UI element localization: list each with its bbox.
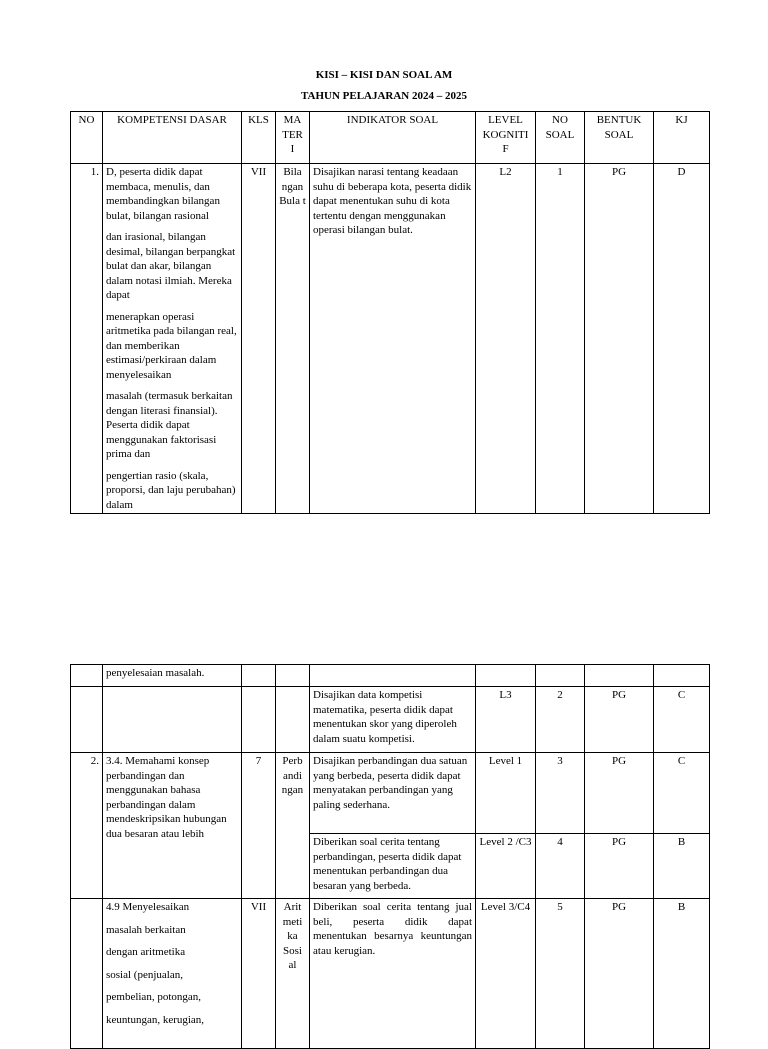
kd-line: sosial (penjualan, (106, 968, 183, 981)
bentuk-soal-cell: PG (585, 687, 654, 753)
no-soal-cell: 5 (536, 899, 585, 1049)
kd-line: 4.9 Menyelesaikan (106, 901, 190, 913)
bentuk-soal-cell: PG (585, 899, 654, 1049)
kunci-jawaban-cell: D (654, 164, 710, 514)
level-cell: L2 (476, 164, 536, 514)
level-cell: Level 1 (476, 753, 536, 834)
materi-cell: Perb andi ngan (276, 753, 310, 899)
bentuk-soal-cell: PG (585, 834, 654, 899)
kd-line: dengan aritmetika (106, 946, 186, 958)
table-header-row (71, 112, 710, 164)
kd-paragraph: dan irasional, bilangan desimal, bilangan berpangkat bulat dan akar, bilangan dalam notasi ilmiah. Mereka dapat (106, 231, 236, 301)
header-level-kognitif: LEVEL KOGNITI F (476, 112, 536, 164)
level-cell: Level 3/C4 (476, 899, 536, 1049)
no-soal-cell: 3 (536, 753, 585, 834)
header-no-soal: NO SOAL (536, 112, 585, 164)
row-number: 1. (71, 164, 103, 514)
document-subtitle: TAHUN PELAJARAN 2024 – 2025 (300, 90, 468, 102)
kd-line: masalah berkaitan (106, 923, 186, 936)
kls-cell: VII (242, 899, 276, 1049)
materi-cell: Arit meti ka Sosi al (276, 899, 310, 1049)
no-soal-cell: 4 (536, 834, 585, 899)
indikator-cell: Disajikan narasi tentang keadaan suhu di beberapa kota, peserta didik dapat menentukan suhu di kota tertentu dengan menggunakan operasi bilangan bulat. (310, 164, 476, 514)
level-cell: Level 2 /C3 (476, 834, 536, 899)
header-indikator-soal: INDIKATOR SOAL (310, 112, 476, 164)
kisi-table-page-2 (70, 664, 710, 1049)
bentuk-soal-cell: PG (585, 164, 654, 514)
header-kj: KJ (654, 112, 710, 164)
header-materi: MA TER I (276, 112, 310, 164)
kisi-table-page-1 (70, 111, 710, 514)
header-bentuk-soal: BENTUK SOAL (585, 112, 654, 164)
kd-paragraph: pengertian rasio (skala, proporsi, dan laju perubahan) dalam (106, 469, 236, 511)
kompetensi-dasar-cell (103, 164, 242, 514)
bentuk-soal-cell: PG (585, 753, 654, 834)
table-row (71, 753, 710, 834)
kd-line: keuntungan, kerugian, (106, 1013, 205, 1026)
kls-cell: VII (242, 164, 276, 514)
materi-cell: Bila ngan Bula t (276, 164, 310, 514)
kd-paragraph: menerapkan operasi aritmetika pada bilangan real, dan memberikan estimasi/perkiraan dalam menyelesaikan (106, 310, 237, 381)
kompetensi-dasar-cell: 3.4. Memahami konsep perbandingan dan menggunakan bahasa perbandingan dalam mendeskripsikan hubungan dua besaran atau lebih (103, 753, 242, 899)
kls-cell: 7 (242, 753, 276, 899)
no-soal-cell: 2 (536, 687, 585, 753)
kunci-jawaban-cell: B (654, 834, 710, 899)
kompetensi-dasar-cell (103, 899, 242, 1049)
indikator-cell: Diberikan soal cerita tentang jual beli, peserta didik dapat menentukan besarnya keuntungan atau kerugian. (310, 899, 476, 1049)
kompetensi-dasar-cell: penyelesaian masalah. (103, 665, 242, 687)
document-title: KISI – KISI DAN SOAL AM (315, 69, 453, 81)
kd-paragraph: D, peserta didik dapat membaca, menulis, dan membandingkan bilangan bulat, bilangan rasional (106, 166, 220, 222)
indikator-cell: Disajikan perbandingan dua satuan yang berbeda, peserta didik dapat menyatakan perbandingan yang paling sederhana. (310, 753, 476, 834)
kunci-jawaban-cell: C (654, 687, 710, 753)
level-cell: L3 (476, 687, 536, 753)
row-number: 2. (71, 753, 103, 899)
kd-line: pembelian, potongan, (106, 991, 202, 1003)
table-row (71, 899, 710, 1049)
kd-paragraph: masalah (termasuk berkaitan dengan literasi finansial). Peserta didik dapat menggunakan faktorisasi prima dan (106, 390, 233, 460)
kunci-jawaban-cell: B (654, 899, 710, 1049)
no-soal-cell: 1 (536, 164, 585, 514)
table-row (71, 687, 710, 753)
indikator-cell: Disajikan data kompetisi matematika, peserta didik dapat menentukan skor yang diperoleh dalam suatu kompetisi. (310, 687, 476, 753)
table-row (71, 164, 710, 514)
header-kompetensi-dasar: KOMPETENSI DASAR (103, 112, 242, 164)
table-row (71, 665, 710, 687)
header-no: NO (71, 112, 103, 164)
indikator-cell: Diberikan soal cerita tentang perbandingan, peserta didik dapat menentukan perbandingan dua besaran yang berbeda. (310, 834, 476, 899)
kunci-jawaban-cell: C (654, 753, 710, 834)
header-kls: KLS (242, 112, 276, 164)
